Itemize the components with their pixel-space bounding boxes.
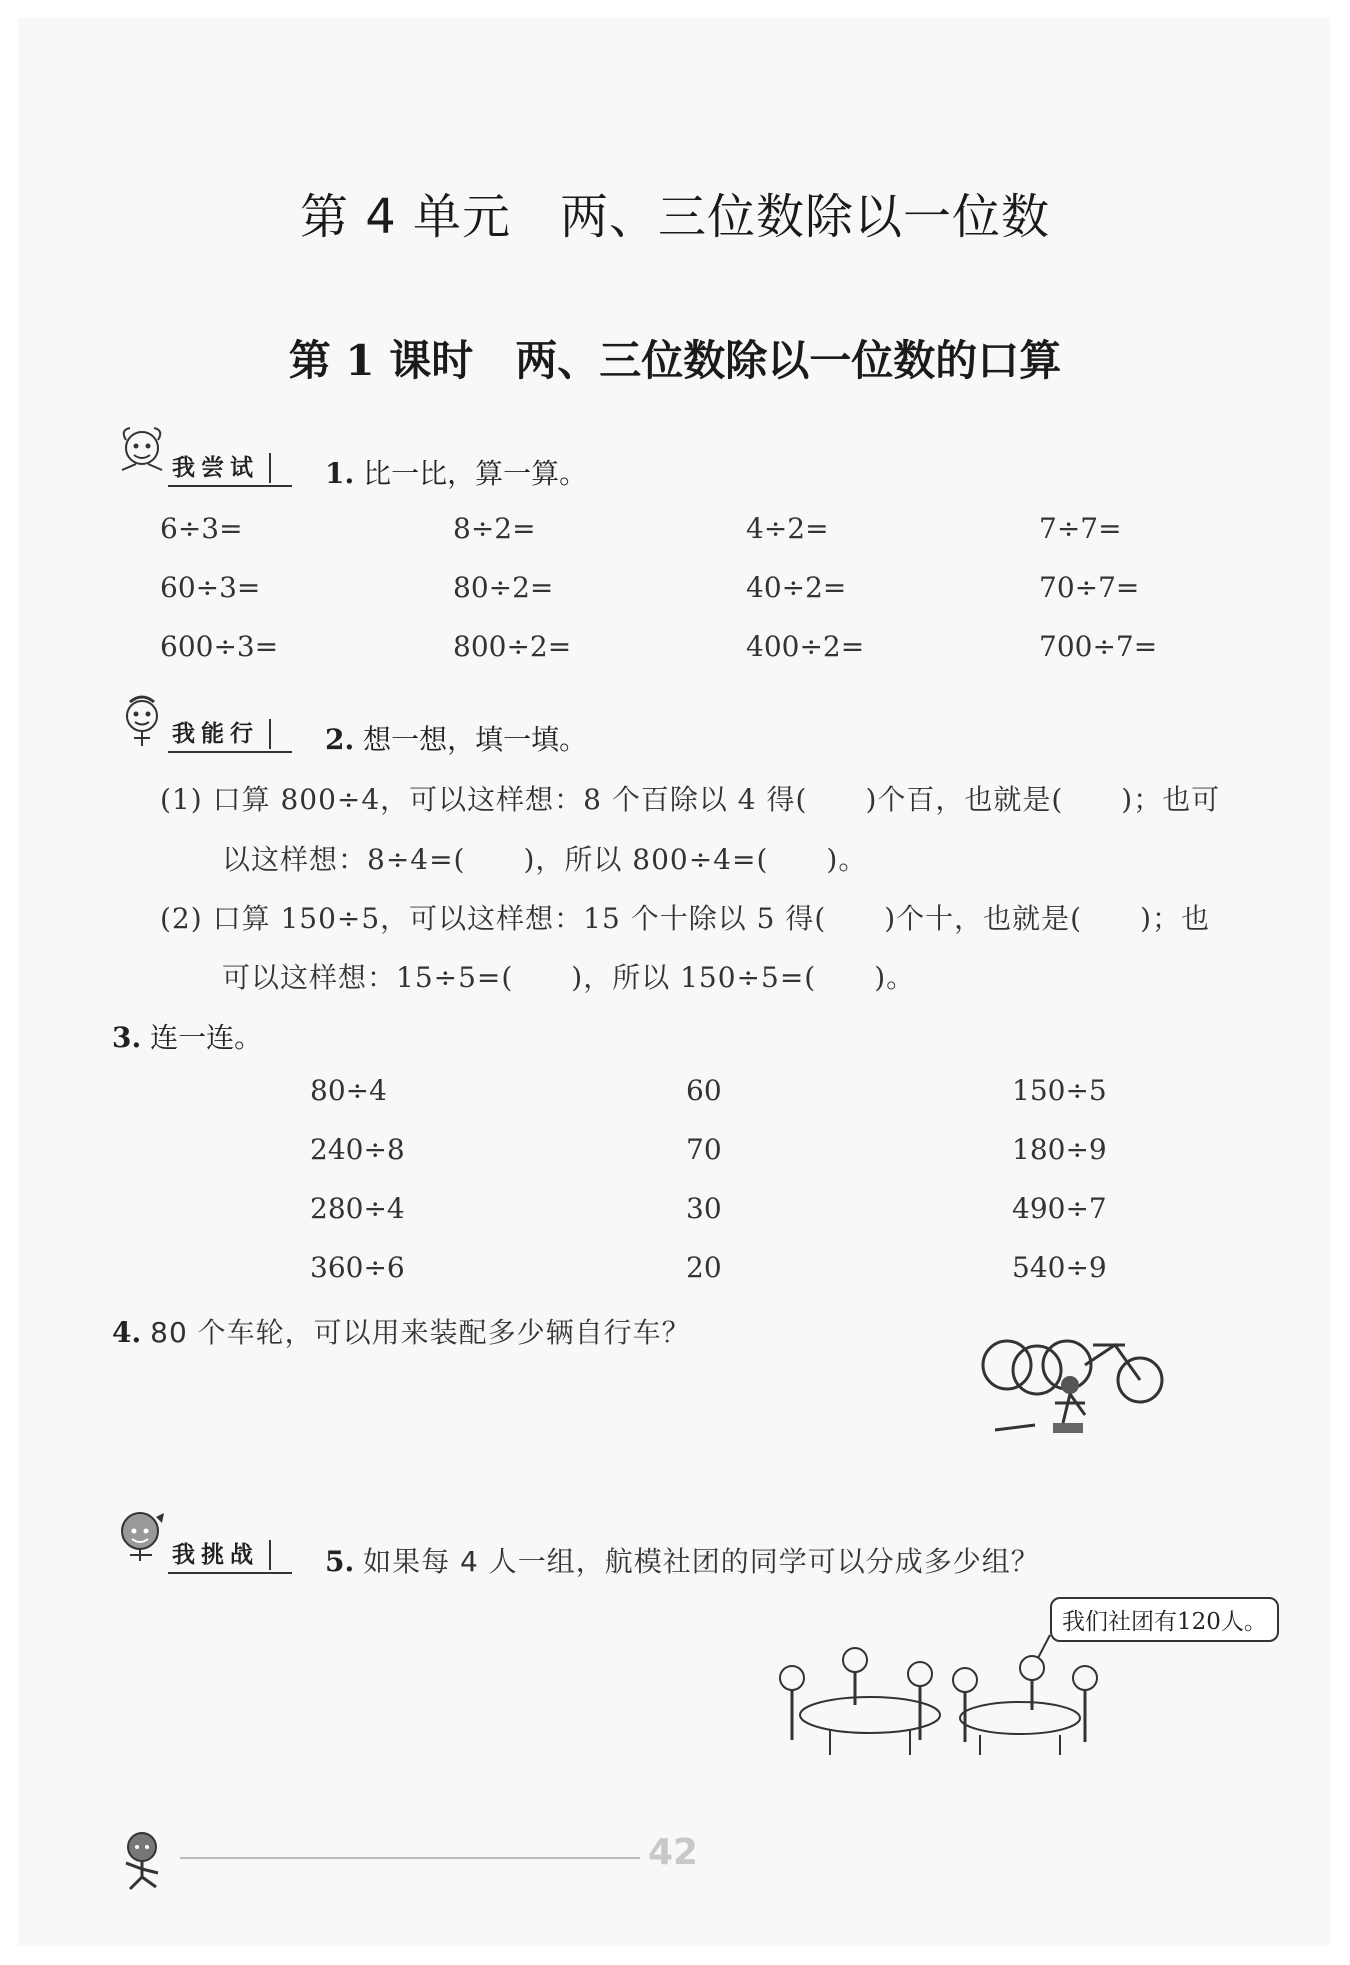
q1-eq: 80÷2= — [453, 571, 554, 604]
girl-mascot-icon — [112, 420, 172, 480]
q3-right-item: 540÷9 — [1012, 1251, 1107, 1284]
q1-eq: 700÷7= — [1039, 630, 1158, 663]
q1-eq: 800÷2= — [453, 630, 572, 663]
badge-underline — [168, 485, 292, 487]
badge-can: 我能行 — [172, 719, 271, 749]
q3-left-item: 360÷6 — [310, 1251, 405, 1284]
lesson-title: 第 1 课时 两、三位数除以一位数的口算 — [288, 336, 1062, 385]
q1-text: 比一比，算一算。 — [363, 457, 588, 490]
girl-mascot-icon — [112, 690, 172, 752]
q2-text: 想一想，填一填。 — [363, 723, 588, 756]
q2-part2-line2: 可以这样想：15÷5=( )，所以 150÷5=( )。 — [222, 961, 916, 994]
q1-eq: 60÷3= — [160, 571, 261, 604]
badge-challenge: 我挑战 — [172, 1540, 271, 1570]
q4-text: 80 个车轮，可以用来装配多少辆自行车？ — [150, 1316, 691, 1349]
q2-number: 2. — [325, 723, 355, 756]
q1-heading — [325, 452, 587, 492]
unit-title: 第 4 单元 两、三位数除以一位数 — [299, 189, 1051, 245]
q2-part1-line1: (1) 口算 800÷4，可以这样想：8 个百除以 4 得( )个百，也就是( )；也可 — [160, 783, 1221, 816]
q1-number: 1. — [325, 457, 355, 490]
bicycle-assembly-illustration-icon — [975, 1315, 1175, 1440]
page-number: 42 — [648, 1832, 699, 1873]
q1-eq: 8÷2= — [453, 512, 536, 545]
q1-eq: 6÷3= — [160, 512, 243, 545]
q3-number: 3. — [112, 1021, 142, 1054]
q1-eq: 7÷7= — [1039, 512, 1122, 545]
q3-left-item: 80÷4 — [310, 1074, 387, 1107]
q2-heading — [325, 718, 587, 758]
q1-eq: 4÷2= — [746, 512, 829, 545]
q3-middle-item: 20 — [686, 1251, 722, 1284]
q1-eq: 600÷3= — [160, 630, 279, 663]
q1-eq: 400÷2= — [746, 630, 865, 663]
q3-left-item: 240÷8 — [310, 1133, 405, 1166]
q5-number: 5. — [325, 1545, 355, 1578]
speech-bubble: 我们社团有120人。 — [1050, 1597, 1279, 1642]
q3-right-item: 150÷5 — [1012, 1074, 1107, 1107]
q3-text: 连一连。 — [150, 1021, 263, 1054]
q1-eq: 70÷7= — [1039, 571, 1140, 604]
q3-right-item: 490÷7 — [1012, 1192, 1107, 1225]
footer-line — [180, 1857, 640, 1859]
running-mascot-icon — [112, 1825, 180, 1895]
badge-underline — [168, 1572, 292, 1574]
q3-middle-item: 30 — [686, 1192, 722, 1225]
q3-middle-item: 60 — [686, 1074, 722, 1107]
q5-heading — [325, 1540, 1040, 1580]
q4-heading — [112, 1311, 691, 1351]
q3-right-item: 180÷9 — [1012, 1133, 1107, 1166]
boy-mascot-icon — [112, 1505, 172, 1565]
q5-text: 如果每 4 人一组，航模社团的同学可以分成多少组？ — [363, 1545, 1040, 1578]
badge-try: 我尝试 — [172, 453, 271, 483]
q3-heading — [112, 1016, 262, 1056]
q2-part1-line2: 以这样想：8÷4=( )，所以 800÷4=( )。 — [222, 843, 868, 876]
q1-eq: 40÷2= — [746, 571, 847, 604]
q3-left-item: 280÷4 — [310, 1192, 405, 1225]
students-group-illustration-icon — [770, 1630, 1120, 1760]
q4-number: 4. — [112, 1316, 142, 1349]
badge-underline — [168, 751, 292, 753]
q2-part2-line1: (2) 口算 150÷5，可以这样想：15 个十除以 5 得( )个十，也就是( )；也 — [160, 902, 1211, 935]
q3-middle-item: 70 — [686, 1133, 722, 1166]
